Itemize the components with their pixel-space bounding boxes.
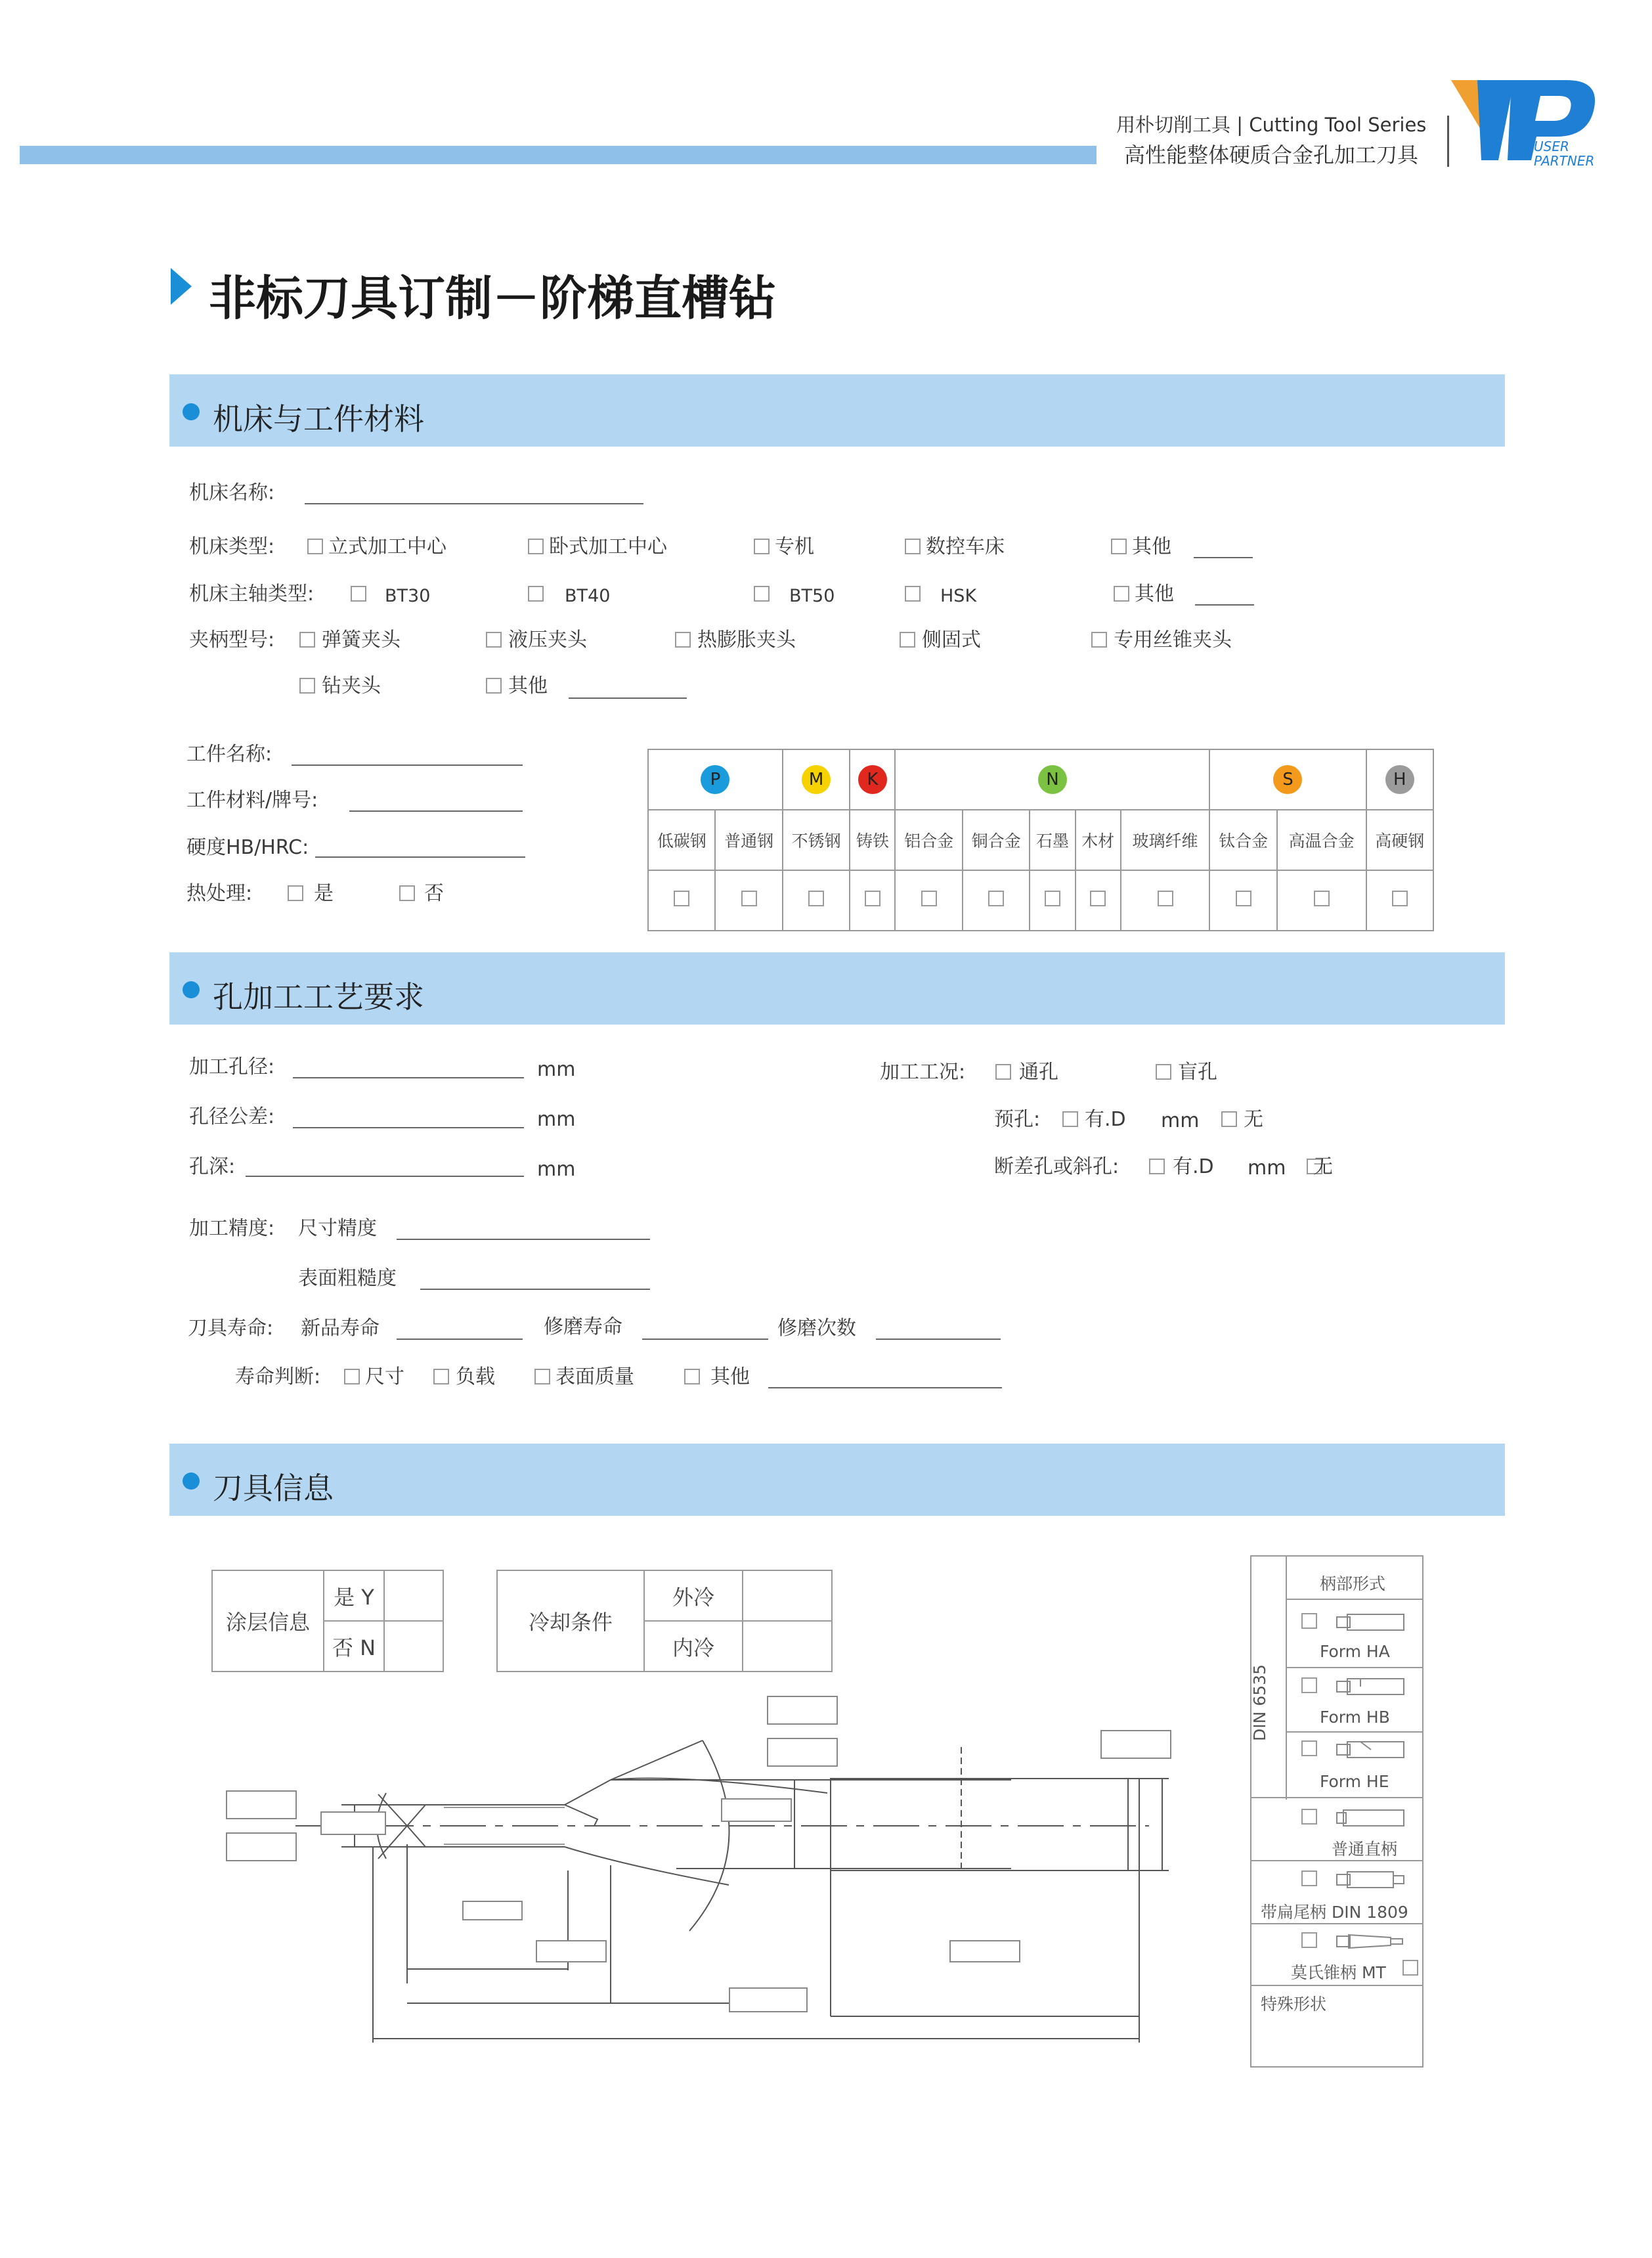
tool-life-regrind-field[interactable] (642, 1339, 768, 1340)
holder-other-field[interactable] (569, 697, 687, 699)
checkbox-morse-mt[interactable] (1402, 1960, 1418, 1976)
dim-box-shank-length[interactable] (949, 1940, 1020, 1962)
divider (1251, 1923, 1424, 1924)
opt-horizontal: 卧式加工中心 (549, 535, 667, 558)
prehole-none: 无 (1244, 1108, 1263, 1131)
series-en: Cutting Tool Series (1249, 114, 1427, 136)
opt-hsk: HSK (940, 586, 977, 606)
workpiece-material-label: 工件材料/牌号: (186, 789, 318, 812)
checkbox-collet[interactable] (299, 632, 315, 648)
hardness-label: 硬度HB/HRC: (186, 836, 309, 859)
shank-form-hb: Form HB (1320, 1708, 1390, 1727)
opt-tap-holder: 专用丝锥夹头 (1114, 629, 1232, 652)
shank-straight-icon (1334, 1806, 1406, 1830)
group-s (1209, 749, 1366, 810)
shank-flat-tail-icon (1334, 1868, 1406, 1892)
step-hole-label: 断差孔或斜孔: (994, 1155, 1119, 1178)
section-title: 机床与工件材料 (213, 401, 424, 437)
checkbox-horizontal[interactable] (528, 539, 544, 554)
checkbox-graphite[interactable] (1045, 891, 1060, 906)
opt-spindle-other: 其他 (1135, 583, 1174, 606)
dim-box-step-length[interactable] (462, 1901, 523, 1920)
workpiece-name-field[interactable] (292, 764, 523, 766)
opt-collet: 弹簧夹头 (322, 629, 401, 652)
judge-load: 负载 (456, 1365, 495, 1388)
shank-form-ha: Form HA (1320, 1642, 1390, 1661)
coating-no-input[interactable] (384, 1621, 443, 1671)
header-divider (1447, 116, 1449, 167)
precision-label: 加工精度: (189, 1217, 275, 1240)
opt-bt50: BT50 (789, 586, 835, 606)
mat-cb-cell[interactable] (648, 870, 715, 931)
checkbox-stainless[interactable] (808, 891, 824, 906)
dim-box-flute-length[interactable] (536, 1940, 607, 1962)
checkbox-cast-iron[interactable] (865, 891, 880, 906)
spindle-other-field[interactable] (1195, 604, 1254, 606)
prehole-label: 预孔: (994, 1108, 1041, 1131)
checkbox-special-machine[interactable] (754, 539, 770, 554)
dim-box-flute-angle-2[interactable] (767, 1738, 838, 1767)
tool-life-label: 刀具寿命: (188, 1317, 274, 1340)
shank-standard: DIN 6535 (1250, 1664, 1269, 1741)
tool-life-new-label: 新品寿命 (301, 1317, 380, 1340)
dim-box-tip-angle[interactable] (320, 1811, 386, 1835)
dim-box-total-length[interactable] (729, 1987, 808, 2012)
checkbox-low-carbon[interactable] (674, 891, 689, 906)
badge-h: H (1385, 765, 1414, 794)
group-h (1366, 749, 1433, 810)
material-table (647, 749, 1434, 931)
checkbox-form-ha[interactable] (1301, 1613, 1317, 1629)
checkbox-form-hb[interactable] (1301, 1677, 1317, 1693)
header-bar (20, 146, 1097, 164)
checkbox-hardened[interactable] (1392, 891, 1408, 906)
checkbox-tap-holder[interactable] (1091, 632, 1107, 648)
opt-bt30: BT30 (385, 586, 431, 606)
dim-box-step-dia-2[interactable] (226, 1832, 297, 1861)
shank-morse-icon (1334, 1930, 1406, 1953)
title-arrow-icon (169, 267, 193, 306)
divider (1286, 1731, 1424, 1733)
series-cn: 用朴切削工具 (1116, 114, 1231, 136)
checkbox-bt50[interactable] (754, 586, 770, 602)
shank-morse: 莫氏锥柄 MT (1291, 1963, 1386, 1982)
precision-dim-field[interactable] (397, 1239, 650, 1240)
mat-cb-cell[interactable] (1030, 870, 1075, 931)
checkbox-hydraulic[interactable] (486, 632, 502, 648)
shank-special: 特殊形状 (1261, 1995, 1327, 2014)
opt-through: 通孔 (1019, 1061, 1058, 1084)
opt-holder-other: 其他 (508, 675, 548, 697)
divider (1251, 1797, 1424, 1798)
tool-life-count-field[interactable] (876, 1339, 1001, 1340)
judge-surface: 表面质量 (555, 1365, 634, 1388)
checkbox-judge-other[interactable] (684, 1369, 700, 1384)
checkbox-vertical[interactable] (307, 539, 323, 554)
hole-tol-label: 孔径公差: (189, 1105, 275, 1128)
section-title: 孔加工工艺要求 (213, 979, 424, 1015)
section-header-machine (169, 374, 1505, 447)
checkbox-plain-steel[interactable] (741, 891, 757, 906)
mat-superalloy: 高温合金 (1277, 810, 1366, 870)
checkbox-blind[interactable] (1156, 1064, 1171, 1080)
divider (1286, 1599, 1424, 1600)
heat-yes: 是 (314, 882, 334, 905)
checkbox-morse[interactable] (1301, 1932, 1317, 1948)
mat-low-carbon: 低碳钢 (648, 810, 715, 870)
step-none: 无 (1313, 1155, 1333, 1178)
checkbox-form-he[interactable] (1301, 1740, 1317, 1756)
opt-blind: 盲孔 (1178, 1061, 1217, 1084)
flute-angle-arc (689, 1740, 729, 1931)
checkbox-titanium[interactable] (1236, 891, 1251, 906)
mat-wood: 木材 (1076, 810, 1121, 870)
condition-label: 加工工况: (880, 1061, 966, 1084)
cooling-internal-input[interactable] (743, 1621, 832, 1671)
checkbox-judge-load[interactable] (433, 1369, 449, 1384)
group-m (783, 749, 850, 810)
checkbox-step-has[interactable] (1149, 1159, 1165, 1174)
checkbox-cnc-lathe[interactable] (905, 539, 921, 554)
section-bullet-icon (183, 1472, 200, 1490)
precision-dim-label: 尺寸精度 (298, 1217, 377, 1240)
checkbox-judge-surface[interactable] (534, 1369, 550, 1384)
heat-treat-label: 热处理: (186, 882, 253, 905)
checkbox-through[interactable] (995, 1064, 1011, 1080)
judge-other: 其他 (710, 1365, 750, 1388)
series-sep: | (1236, 114, 1244, 136)
checkbox-machine-other[interactable] (1111, 539, 1127, 554)
logo-text-user: USER (1534, 139, 1569, 154)
opt-special-machine: 专机 (775, 535, 814, 558)
hole-depth-field[interactable] (246, 1176, 524, 1177)
holder-label: 夹柄型号: (189, 629, 275, 652)
tool-life-regrind-label: 修磨寿命 (544, 1316, 622, 1339)
shank-hb-icon (1334, 1675, 1406, 1698)
mat-cb-cell[interactable] (1209, 870, 1276, 931)
hole-dia-field[interactable] (293, 1077, 524, 1078)
checkbox-heat-no[interactable] (399, 885, 415, 901)
step-mm: mm (1248, 1157, 1286, 1180)
life-judge-label: 寿命判断: (235, 1365, 321, 1388)
checkbox-superalloy[interactable] (1314, 891, 1330, 906)
spindle-label: 机床主轴类型: (189, 583, 315, 606)
machine-name-field[interactable] (305, 503, 643, 504)
cooling-label: 冷却条件 (497, 1570, 644, 1671)
coating-table (211, 1570, 444, 1672)
group-n (895, 749, 1209, 810)
opt-machine-other: 其他 (1132, 535, 1171, 558)
mat-cb-cell[interactable] (963, 870, 1030, 931)
heat-no: 否 (424, 882, 444, 905)
unit-mm: mm (537, 1058, 576, 1081)
divider (1251, 1860, 1424, 1861)
mat-cb-cell[interactable] (850, 870, 895, 931)
mat-cast-iron: 铸铁 (850, 810, 895, 870)
mat-fiberglass: 玻璃纤维 (1121, 810, 1210, 870)
opt-cnc-lathe: 数控车床 (926, 535, 1005, 558)
hardness-field[interactable] (315, 856, 525, 858)
opt-hydraulic: 液压夹头 (508, 629, 587, 652)
checkbox-shrink[interactable] (675, 632, 691, 648)
shank-straight: 普通直柄 (1332, 1840, 1398, 1859)
drill-drawing (217, 1694, 1188, 2043)
opt-side-lock: 侧固式 (922, 629, 981, 652)
badge-m: M (802, 765, 831, 794)
shank-form-table (1250, 1555, 1424, 2068)
mat-aluminum: 铝合金 (895, 810, 962, 870)
checkbox-straight[interactable] (1301, 1809, 1317, 1825)
judge-other-field[interactable] (768, 1387, 1002, 1388)
cooling-external-input[interactable] (743, 1570, 832, 1621)
mat-cb-cell[interactable] (1277, 870, 1366, 931)
shank-flat-tail: 带扁尾柄 DIN 1809 (1261, 1903, 1408, 1922)
mat-cb-cell[interactable] (715, 870, 782, 931)
mat-copper: 铜合金 (963, 810, 1030, 870)
mat-cb-cell[interactable] (1121, 870, 1210, 931)
mat-plain-steel: 普通钢 (715, 810, 782, 870)
dim-box-flute-angle-1[interactable] (767, 1696, 838, 1725)
unit-mm: mm (537, 1158, 576, 1181)
header-series (1116, 116, 1426, 135)
mat-stainless: 不锈钢 (783, 810, 850, 870)
section-header-hole (169, 952, 1505, 1025)
divider (1251, 1985, 1424, 1986)
checkbox-aluminum[interactable] (921, 891, 937, 906)
machine-name-label: 机床名称: (189, 481, 275, 504)
shank-body (831, 1779, 1139, 1871)
checkbox-hsk[interactable] (905, 586, 921, 602)
step-has: 有.D (1173, 1155, 1214, 1178)
section-bullet-icon (183, 981, 200, 998)
precision-surface-field[interactable] (420, 1289, 650, 1290)
shank-form-he: Form HE (1320, 1772, 1389, 1791)
divider (1286, 1667, 1424, 1668)
checkbox-bt30[interactable] (351, 586, 366, 602)
checkbox-prehole-has[interactable] (1062, 1111, 1078, 1127)
checkbox-judge-size[interactable] (344, 1369, 360, 1384)
section-bullet-icon (183, 403, 200, 420)
checkbox-holder-other[interactable] (486, 678, 502, 694)
checkbox-copper[interactable] (988, 891, 1004, 906)
checkbox-prehole-none[interactable] (1221, 1111, 1237, 1127)
shank-he-icon (1334, 1738, 1406, 1761)
shank-header: 柄部形式 (1320, 1574, 1386, 1593)
mat-titanium: 钛合金 (1209, 810, 1276, 870)
hole-dia-label: 加工孔径: (189, 1055, 275, 1078)
hole-tol-field[interactable] (293, 1127, 524, 1128)
header-subtitle: 高性能整体硬质合金孔加工刀具 (1124, 143, 1419, 167)
machine-type-label: 机床类型: (189, 535, 275, 558)
machine-other-field[interactable] (1194, 557, 1253, 558)
shank-ha-icon (1334, 1610, 1406, 1634)
workpiece-material-field[interactable] (349, 810, 523, 812)
checkbox-side-lock[interactable] (900, 632, 915, 648)
prehole-has: 有.D (1085, 1108, 1126, 1131)
checkbox-bt40[interactable] (528, 586, 544, 602)
mat-cb-cell[interactable] (1076, 870, 1121, 931)
badge-p: P (701, 765, 729, 794)
cooling-external: 外冷 (644, 1570, 743, 1621)
precision-surface-label: 表面粗糙度 (298, 1267, 397, 1290)
badge-n: N (1038, 765, 1067, 794)
coating-no: 否 N (324, 1621, 384, 1671)
dim-box-body-dia[interactable] (721, 1798, 792, 1822)
unit-mm: mm (537, 1108, 576, 1131)
opt-vertical: 立式加工中心 (328, 535, 446, 558)
badge-s: S (1273, 765, 1302, 794)
opt-shrink: 热膨胀夹头 (697, 629, 796, 652)
dim-box-shank-dia[interactable] (1100, 1730, 1171, 1759)
checkbox-spindle-other[interactable] (1114, 586, 1129, 602)
coating-yes: 是 Y (324, 1570, 384, 1621)
group-p (648, 749, 783, 810)
prehole-mm: mm (1161, 1109, 1200, 1132)
section-header-tool (169, 1444, 1505, 1516)
opt-bt40: BT40 (565, 586, 611, 606)
workpiece-name-label: 工件名称: (186, 743, 272, 766)
cooling-table (496, 1570, 833, 1672)
mat-graphite: 石墨 (1030, 810, 1075, 870)
checkbox-flat-tail[interactable] (1301, 1871, 1317, 1886)
checkbox-wood[interactable] (1090, 891, 1106, 906)
tool-life-new-field[interactable] (397, 1339, 523, 1340)
cooling-internal: 内冷 (644, 1621, 743, 1671)
checkbox-heat-yes[interactable] (288, 885, 303, 901)
mat-cb-cell[interactable] (783, 870, 850, 931)
judge-size: 尺寸 (365, 1365, 404, 1388)
coating-yes-input[interactable] (384, 1570, 443, 1621)
brand-logo (1451, 74, 1622, 172)
mat-cb-cell[interactable] (895, 870, 962, 931)
checkbox-drill-chuck[interactable] (299, 678, 315, 694)
tool-life-count-label: 修磨次数 (777, 1317, 856, 1340)
checkbox-fiberglass[interactable] (1158, 891, 1173, 906)
logo-text-partner: PARTNER (1534, 153, 1595, 169)
page-title: 非标刀具订制－阶梯直槽钻 (209, 271, 777, 326)
group-k (850, 749, 895, 810)
hole-depth-label: 孔深: (189, 1155, 236, 1178)
opt-drill-chuck: 钻夹头 (322, 675, 381, 697)
mat-hardened: 高硬钢 (1366, 810, 1433, 870)
coating-label: 涂层信息 (212, 1570, 324, 1671)
mat-cb-cell[interactable] (1366, 870, 1433, 931)
section-title: 刀具信息 (213, 1471, 334, 1506)
dim-box-step-dia-1[interactable] (226, 1790, 297, 1819)
badge-k: K (858, 765, 887, 794)
